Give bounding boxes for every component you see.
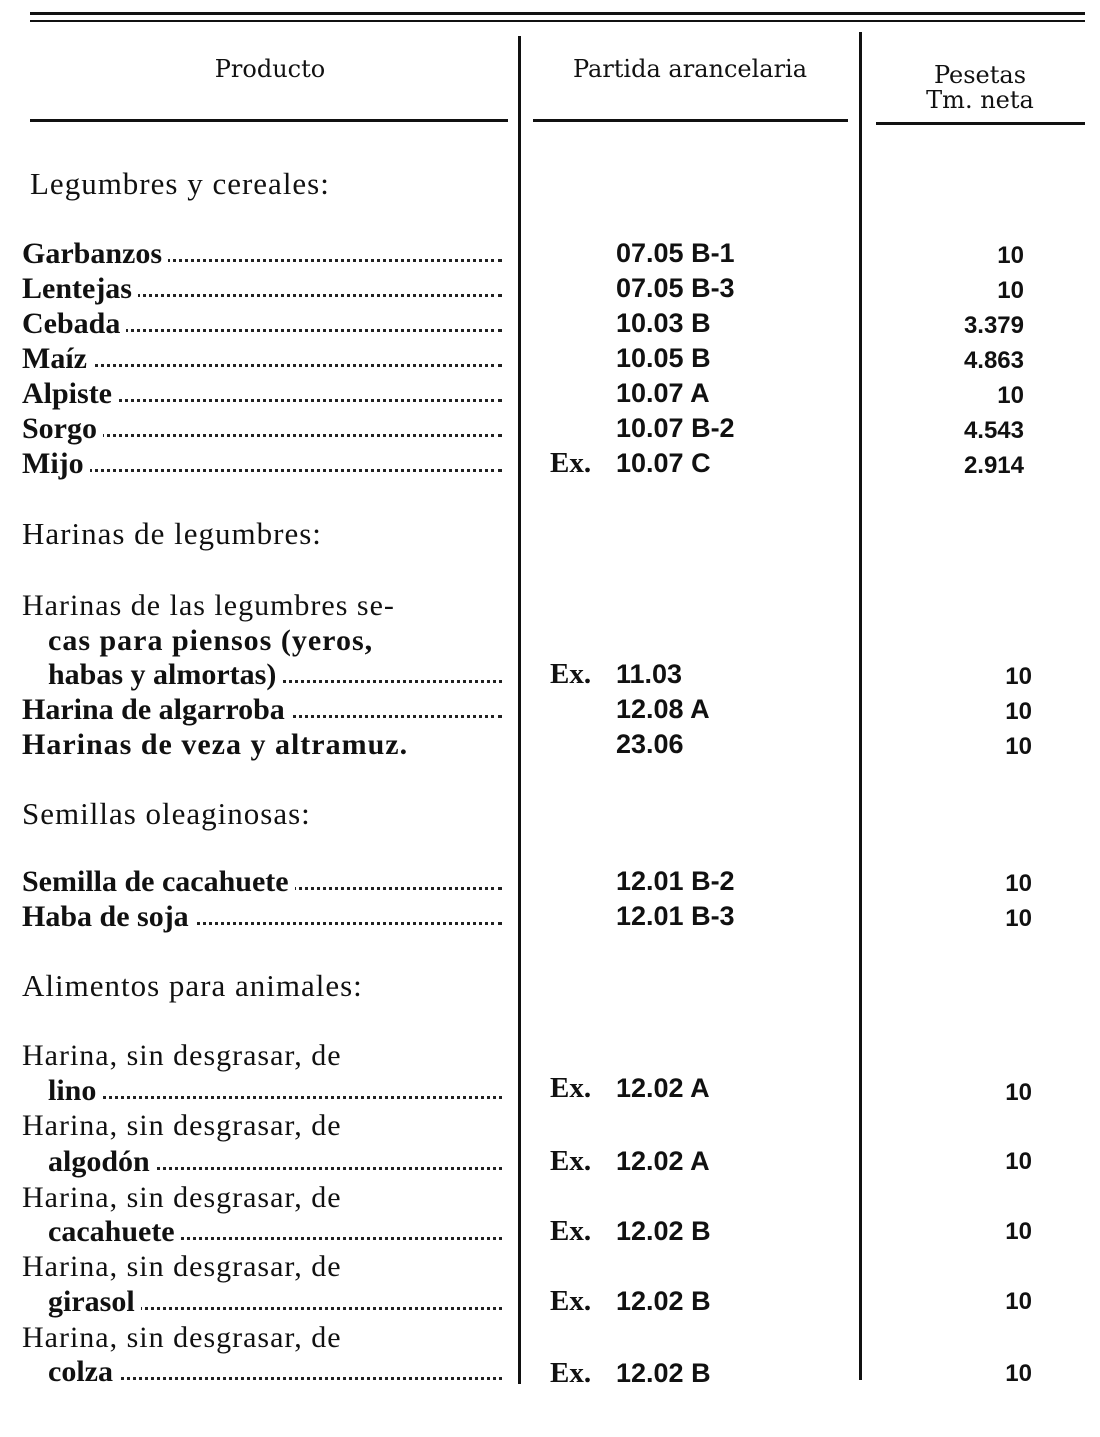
tariff-value: 10.05 B: [616, 343, 711, 373]
pesetas-value: 10: [1005, 1148, 1032, 1175]
product-name: Harina de algarroba: [22, 693, 291, 726]
header-pesetas-line2: Tm. neta: [926, 86, 1034, 114]
leader-dots: [22, 469, 502, 472]
table-row-product: [48, 1284, 502, 1319]
table-row-product: [48, 1073, 502, 1108]
product-line: Harinas de las legumbres se-: [22, 589, 395, 622]
ex-prefix: Ex.: [550, 447, 592, 479]
table-row-product: [22, 341, 502, 376]
table-row-product: [22, 306, 502, 341]
product-name: algodón: [48, 1145, 156, 1178]
pesetas-value: 2.914: [963, 452, 1024, 479]
table-row-product: [22, 864, 502, 899]
tariff-value: 10.07 B-2: [616, 413, 735, 443]
pesetas-value: 4.863: [963, 347, 1024, 374]
tariff-code: [616, 236, 735, 271]
ex-prefix: Ex.: [550, 1215, 592, 1247]
tariff-value: 12.02 B: [616, 1216, 711, 1246]
header-underline-pesetas: [876, 122, 1085, 125]
ex-prefix: Ex.: [550, 1072, 592, 1104]
pesetas-value: 10: [1005, 1360, 1032, 1387]
product-line: Harina, sin desgrasar, de: [22, 1181, 342, 1214]
header-tariff: Partida arancelaria: [572, 55, 808, 83]
tariff-code: [616, 411, 735, 446]
pesetas-value: 10: [1005, 698, 1032, 725]
product-name: Cebada: [22, 307, 126, 340]
pesetas-value: 10: [997, 242, 1024, 269]
tariff-code: [616, 306, 711, 341]
section-title: Alimentos para animales:: [22, 968, 363, 1003]
tariff-code: [550, 657, 683, 692]
pesetas-value: 10: [1005, 663, 1032, 690]
tariff-code: [550, 1144, 710, 1179]
tariff-value: 10.07 C: [616, 448, 711, 478]
product-name: habas y almortas): [48, 658, 282, 691]
top-rule-thin: [30, 20, 1085, 22]
product-line: Harina, sin desgrasar, de: [22, 1321, 342, 1354]
table-row-product: [22, 692, 502, 727]
pesetas-value: 4.543: [963, 417, 1024, 444]
pesetas-value: 10: [1005, 905, 1032, 932]
pesetas-value: 10: [997, 382, 1024, 409]
table-row-product: [48, 1214, 502, 1249]
top-rule: [30, 12, 1085, 15]
table-row-product: [48, 1144, 502, 1179]
product-line: Harina, sin desgrasar, de: [22, 1250, 342, 1283]
leader-dots: [48, 1096, 502, 1099]
tariff-value: 07.05 B-3: [616, 273, 735, 303]
column-divider-2: [859, 32, 862, 1380]
product-line: Harinas de veza y altramuz.: [22, 728, 409, 761]
tariff-value: 12.01 B-3: [616, 901, 735, 931]
pesetas-value: 3.379: [963, 312, 1024, 339]
table-row-product: [22, 899, 502, 934]
product-name: Lentejas: [22, 272, 138, 305]
tariff-code: [616, 271, 735, 306]
ex-prefix: Ex.: [550, 1285, 592, 1317]
table-row-product: [48, 1354, 502, 1389]
ex-prefix: Ex.: [550, 1357, 592, 1389]
table-row-product: [22, 271, 502, 306]
product-line: cas para piensos (yeros,: [48, 624, 374, 657]
pesetas-value: 10: [1005, 870, 1032, 897]
product-name: Haba de soja: [22, 900, 195, 933]
product-name: lino: [48, 1074, 102, 1107]
ex-prefix: Ex.: [550, 1145, 592, 1177]
table-row-product: [22, 446, 502, 481]
tariff-value: 12.08 A: [616, 694, 710, 724]
tariff-code: [616, 864, 735, 899]
table-row-product: [22, 236, 502, 271]
pesetas-value: 10: [1005, 1079, 1032, 1106]
tariff-value: 10.07 A: [616, 378, 710, 408]
tariff-value: 12.02 B: [616, 1286, 711, 1316]
product-name: Sorgo: [22, 412, 103, 445]
product-line: Harina, sin desgrasar, de: [22, 1039, 342, 1072]
tariff-value: 11.03: [616, 659, 683, 689]
tariff-value: 23.06: [616, 729, 684, 759]
tariff-code: [550, 446, 711, 481]
pesetas-value: 10: [1005, 1218, 1032, 1245]
product-name: Maíz: [22, 342, 93, 375]
pesetas-value: 10: [1005, 733, 1032, 760]
tariff-code: [550, 1284, 711, 1319]
section-title: Harinas de legumbres:: [22, 516, 322, 551]
tariff-code: [550, 1071, 710, 1106]
tariff-code: [616, 376, 710, 411]
tariff-code: [550, 1214, 711, 1249]
ex-prefix: Ex.: [550, 658, 592, 690]
tariff-code: [616, 692, 710, 727]
tariff-value: 10.03 B: [616, 308, 711, 338]
product-name: girasol: [48, 1285, 141, 1318]
tariff-value: 12.02 A: [616, 1073, 710, 1103]
tariff-value: 12.01 B-2: [616, 866, 735, 896]
product-line: Harina, sin desgrasar, de: [22, 1109, 342, 1142]
table-row-product: [48, 657, 502, 692]
product-name: Semilla de cacahuete: [22, 865, 295, 898]
column-divider-1: [518, 36, 521, 1384]
header-product: Producto: [214, 55, 326, 83]
header-underline-product: [30, 119, 508, 122]
section-title: Legumbres y cereales:: [30, 166, 330, 201]
product-name: Alpiste: [22, 377, 118, 410]
pesetas-value: 10: [1005, 1288, 1032, 1315]
tariff-code: [616, 727, 684, 762]
leader-dots: [22, 364, 502, 367]
table-row-product: [22, 411, 502, 446]
header-underline-tariff: [533, 119, 848, 122]
tariff-value: 12.02 B: [616, 1358, 711, 1388]
section-title: Semillas oleaginosas:: [22, 796, 311, 831]
tariff-code: [616, 899, 735, 934]
product-name: Garbanzos: [22, 237, 168, 270]
tariff-value: 12.02 A: [616, 1146, 710, 1176]
tariff-code: [550, 1356, 711, 1391]
header-pesetas-line1: Pesetas: [933, 61, 1027, 89]
product-name: colza: [48, 1355, 119, 1388]
tariff-value: 07.05 B-1: [616, 238, 735, 268]
product-name: cacahuete: [48, 1215, 181, 1248]
tariff-code: [616, 341, 711, 376]
product-name: Mijo: [22, 447, 90, 480]
table-row-product: [22, 376, 502, 411]
pesetas-value: 10: [997, 277, 1024, 304]
